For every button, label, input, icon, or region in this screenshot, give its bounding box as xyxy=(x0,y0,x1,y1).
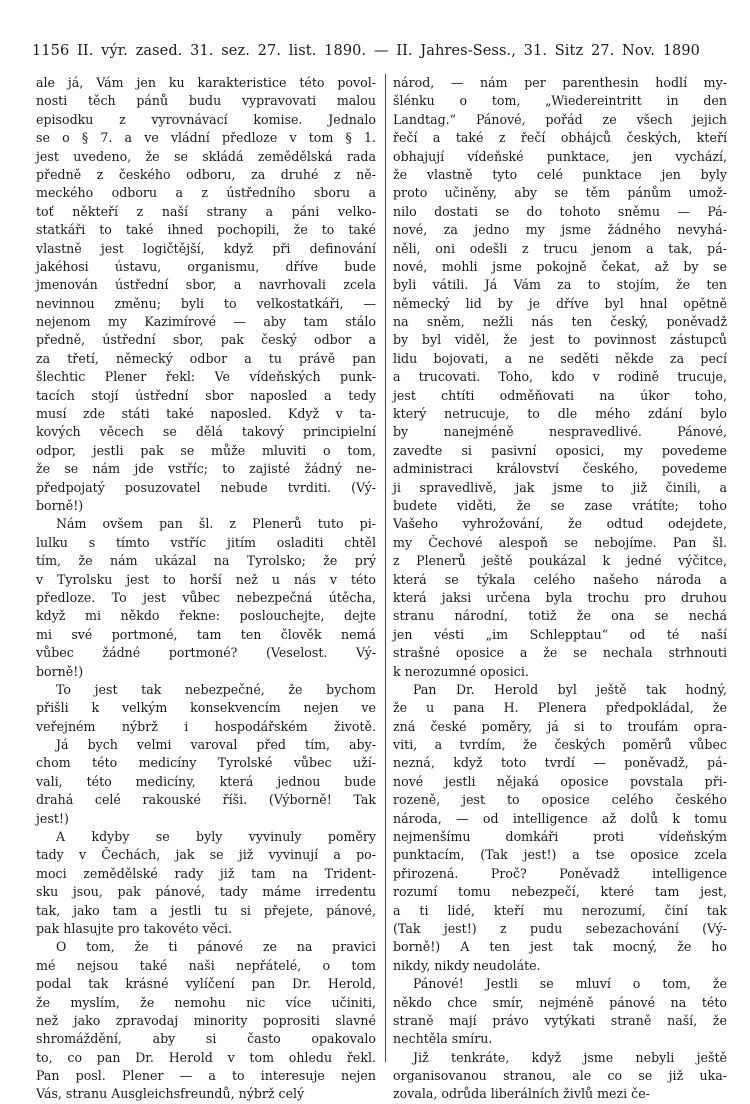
text-line: budete viděti, že se zase vrátíte; toho xyxy=(393,497,727,513)
text-line: nové jestli nějaká oposice povstala při- xyxy=(393,773,727,789)
text-line: jest uvedeno, že se skládá zemědělská rada xyxy=(36,148,376,164)
text-line: sku jsou, pak pánové, tady máme irredentu xyxy=(36,884,376,900)
text-line: zavedte si pasivní oposici, my povedeme xyxy=(393,442,727,458)
text-line: předně z českého odboru, za druhé z ně- xyxy=(36,166,376,182)
text-line: Já bych velmi varoval před tím, aby- xyxy=(56,737,376,753)
text-line: moci zemědělské rady již tam na Trident- xyxy=(36,865,376,881)
text-line: nikdy, nikdy neudoláte. xyxy=(393,957,541,973)
text-line: řečí a také z řečí obhájců českých, kteří xyxy=(393,130,727,146)
text-line: že se nám jde vstříc; to zajisté žádný ne- xyxy=(36,461,376,477)
text-line: Vašeho vyhrožování, že odtud odejdete, xyxy=(393,516,727,532)
text-line: obhajují vídeňské punktace, jen vychází, xyxy=(393,148,727,164)
text-line: nilo dostati se do tohoto sněmu — Pá- xyxy=(393,203,727,219)
text-line: statkáři to také ihned pochopili, že to také xyxy=(36,222,376,238)
text-line: zná české poměry, já si to troufám opra- xyxy=(393,718,727,734)
text-line: předloze. To jest vůbec nebezpečná útěcha, xyxy=(36,589,376,605)
text-line: předně, ústřední sbor, pak český odbor a xyxy=(36,332,376,348)
text-line: a ti lidé, kteří mu nerozumí, činí tak xyxy=(393,902,727,918)
text-line: administraci království českého, povedeme xyxy=(393,461,727,477)
text-line: v Tyrolsku jest to horší než u nás v této xyxy=(36,571,376,587)
text-line: rozeně, jest to oposice celého českého xyxy=(393,792,727,808)
text-line: tak, jako tam a jestli tu si přejete, pánové, xyxy=(36,902,376,918)
text-line: episodku z vyrovnávací komise. Jednalo xyxy=(36,111,376,127)
text-line: viti, a tvrdím, že českých poměrů vůbec xyxy=(393,737,727,753)
text-line: pak hlasujte pro takovéto věci. xyxy=(36,920,233,936)
text-line: která jaksi určena byla trochu pro druhou xyxy=(393,589,727,605)
text-line: přirozená. Proč? Poněvadž intelligence xyxy=(393,865,727,881)
text-line: za třetí, německý odbor a tu právě pan xyxy=(36,350,376,366)
text-line: národ, — nám per parenthesin hodlí my- xyxy=(393,75,727,90)
text-line: nezná, když toto tvrdí — poněvadž, pá- xyxy=(393,755,727,771)
text-line: vůbec žádné portmoné? (Veselost. Vý- xyxy=(36,645,376,661)
text-line: který netrucuje, to dle mého zdání bylo xyxy=(393,406,727,422)
text-line: by byl viděl, že jest to povinnost zástupců xyxy=(393,332,727,348)
text-line: Vás, stranu Ausgleichsfreundů, nýbrž celý xyxy=(36,1086,305,1102)
text-line: (Tak jest!) z pudu sebezachování (Vý- xyxy=(393,920,727,936)
text-line: ji spravedlivě, jak jsme to již činili, a xyxy=(393,479,727,495)
text-line: jest!) xyxy=(36,810,69,826)
text-line: Landtag.“ Pánové, pořád ze všech jejich xyxy=(393,111,727,127)
text-line: k nerozumné oposici. xyxy=(393,663,529,679)
text-line: tacích stojí ústřední sbor naposled a tedy xyxy=(36,387,376,403)
text-line: To jest tak nebezpečné, že bychom xyxy=(56,681,376,697)
text-line: národa, — od intelligence až dolů k tomu xyxy=(393,810,727,826)
text-line: to, co pan Dr. Herold v tom ohledu řekl. xyxy=(36,1049,376,1065)
text-line: kových věcech se dělá takový principielní xyxy=(36,424,376,440)
text-line: Pan Dr. Herold byl ještě tak hodný, xyxy=(413,681,727,697)
text-line: byli vátili. Já Vám za to stojím, že ten xyxy=(393,277,727,293)
text-line: borně!) xyxy=(36,663,84,679)
text-line: shromáždění, aby si často opakovalo xyxy=(36,1031,376,1047)
text-line: která se týkala celého našeho národa a xyxy=(393,571,727,587)
text-line: jest chtíti odměňovati na úkor toho, xyxy=(393,387,727,403)
text-line: Již tenkráte, když jsme nebyli ještě xyxy=(413,1049,727,1065)
text-line: chom této medicíny Tyrolské vůbec uží- xyxy=(36,755,376,771)
left-column xyxy=(36,74,376,1102)
text-line: Pan posl. Plener — a to interesuje nejen xyxy=(36,1068,376,1084)
text-line: nejmenšímu domkáři proti vídeňským xyxy=(393,829,727,845)
text-line: německý lid by je dříve byl hnal opětně xyxy=(393,295,727,311)
text-line: vali, této medicíny, která jednou bude xyxy=(36,773,376,789)
text-line: odpor, jestli pak se může mluviti o tom, xyxy=(36,442,376,458)
text-line: veřejném nýbrž i hospodářském životě. xyxy=(36,718,376,734)
page-header: 1156 II. výr. zased. 31. sez. 27. list. 1890. — II. Jahres-Sess., 31. Sitz 27. Nov. 1890 xyxy=(32,43,700,59)
text-line: něli, oni odešli z trucu jenom a tak, pá- xyxy=(393,240,727,256)
text-line: by nanejméně nespravedlivé. Pánové, xyxy=(393,424,727,440)
text-line: zovala, odrůda liberálních živlů mezi če- xyxy=(393,1086,650,1102)
text-line: organisovanou stranou, ale co se již uka- xyxy=(393,1068,727,1084)
text-line: vlastně jest logičtější, když při definování xyxy=(36,240,376,256)
text-line: se o § 7. a ve vládní předloze v tom § 1. xyxy=(36,130,376,146)
text-line: lidu bojovati, a ne seděti někde za pecí xyxy=(393,350,727,366)
text-line: borně!) A ten jest tak mocný, že ho xyxy=(393,939,727,955)
text-line: stranu národní, totiž že ona se nechá xyxy=(393,608,727,624)
text-line: rozumí tomu nebezpečí, které tam jest, xyxy=(393,884,727,900)
text-line: podal tak krásné vylíčení pan Dr. Herold, xyxy=(36,976,376,992)
text-line: straně mají právo vytýkati straně naší, že xyxy=(393,1012,727,1028)
text-line: mé nejsou také naši nepřátelé, o tom xyxy=(36,957,376,973)
text-line: než jako zpravodaj minority poprositi slavné xyxy=(36,1012,376,1028)
text-line: tím, že nám ukázal na Tyrolsko; že prý xyxy=(36,553,376,569)
text-line: borně!) xyxy=(36,497,84,513)
text-line: tady v Čechách, jak se již vyvinují a po- xyxy=(36,847,376,863)
text-line: šlechtic Plener řekl: Ve vídeňských punk- xyxy=(36,369,376,385)
text-line: přišli k velkým konsekvencím nejen ve xyxy=(36,700,376,716)
text-line: předpojatý posuzovatel nebude tvrditi. (Vý- xyxy=(36,479,376,495)
text-line: O tom, že ti pánové ze na pravici xyxy=(56,939,376,955)
text-line: nevinnou změnu; byli to velkostatkáři, — xyxy=(36,295,376,311)
text-line: ale já, Vám jen ku karakteristice této povol- xyxy=(36,75,376,90)
text-line: my Čechové alespoň se nebojíme. Pan šl. xyxy=(393,534,727,550)
text-line: z Plenerů ještě poukázal k jedné výčitce, xyxy=(393,553,727,569)
text-line: nechtěla smíru. xyxy=(393,1031,493,1047)
text-line: že vlastně tyto celé punktace jen byly xyxy=(393,166,727,182)
text-line: musí zde státi také naposled. Když v ta- xyxy=(36,406,376,422)
text-line: A kdyby se byly vyvinuly poměry xyxy=(56,829,376,845)
text-line: lulku s tímto vstříc jitím osladiti chtěl xyxy=(36,534,376,550)
text-line: nejenom my Kazimírové — aby tam stálo xyxy=(36,314,376,330)
text-line: na sněm, nežli nás ten český, poněvadž xyxy=(393,314,727,330)
text-line: proto učiněny, aby se těm pánům umož- xyxy=(393,185,727,201)
text-line: když mi někdo řekne: poslouchejte, dejte xyxy=(36,608,376,624)
text-line: punktacím, (Tak jest!) a tse oposice zcela xyxy=(393,847,727,863)
text-line: nové, za jedno my jsme žádného nevyhá- xyxy=(393,222,727,238)
text-line: strašné oposice a že se nechala strhnouti xyxy=(393,645,727,661)
text-line: že u pana H. Plenera předpokládal, že xyxy=(393,700,727,716)
text-line: Nám ovšem pan šl. z Plenerů tuto pi- xyxy=(56,516,376,532)
right-column xyxy=(393,74,727,1102)
text-line: a trucovati. Toho, kdo v rodině trucuje, xyxy=(393,369,727,385)
text-line: nové, mohli jsme pokojně čekat, až by se xyxy=(393,258,727,274)
text-line: jmenován ústřední sbor, a navrhovali zcela xyxy=(36,277,376,293)
text-line: toť někteří z naší strany a páni velko- xyxy=(36,203,376,219)
column-divider xyxy=(385,74,386,1062)
text-line: Pánové! Jestli se mluví o tom, že xyxy=(413,976,727,992)
text-line: nosti těch pánů budu vypravovati malou xyxy=(36,93,376,109)
text-line: mi své portmoné, tam ten člověk nemá xyxy=(36,626,376,642)
text-line: jen vésti „im Schlepptau“ od té naší xyxy=(393,626,727,642)
text-line: meckého odboru a z ústředního sboru a xyxy=(36,185,376,201)
text-line: že myslím, že nemohu nic více učiniti, xyxy=(36,994,376,1010)
text-line: drahá celé rakouské říši. (Výborně! Tak xyxy=(36,792,376,808)
text-line: někdo chce smír, nejméně pánové na této xyxy=(393,994,727,1010)
text-line: jakéhosi ústavu, organismu, dříve bude xyxy=(36,258,376,274)
text-line: šlénku o tom, „Wiedereintritt in den xyxy=(393,93,727,109)
